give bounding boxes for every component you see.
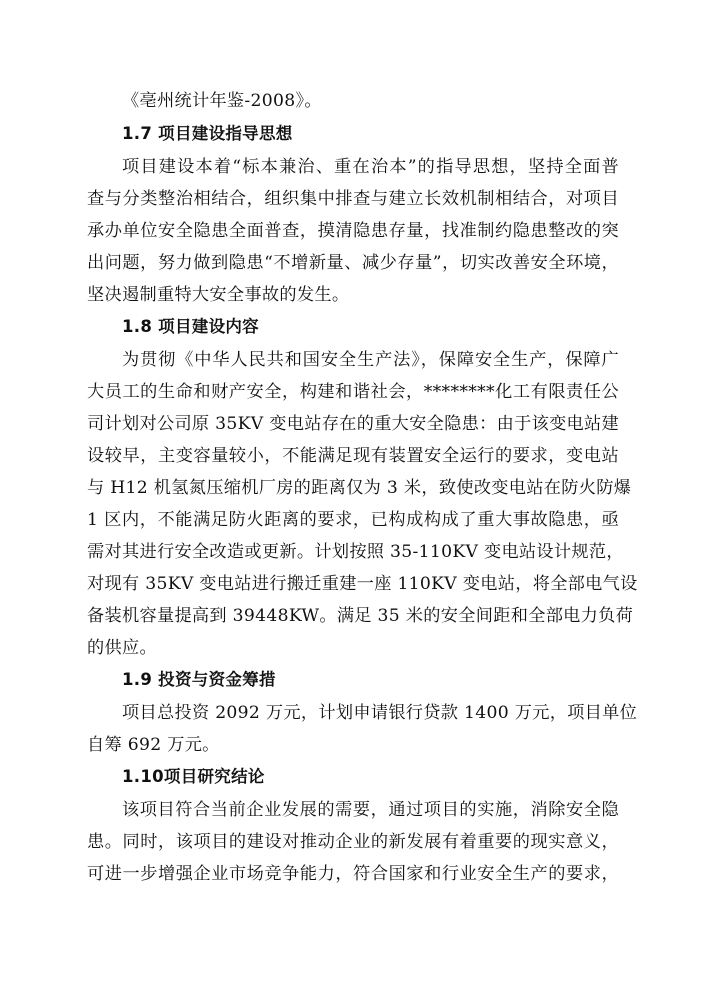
paragraph-line: 司计划对公司原 35KV 变电站存在的重大安全隐患：由于该变电站建: [87, 414, 620, 434]
paragraph-line: 自筹 692 万元。: [87, 735, 220, 755]
paragraph-line: 备装机容量提高到 39448KW。满足 35 米的安全间距和全部电力负荷: [87, 606, 634, 626]
section-heading: 1.10项目研究结论: [122, 767, 265, 786]
section-heading: 1.7 项目建设指导思想: [122, 124, 293, 143]
paragraph-line: 对现有 35KV 变电站进行搬迁重建一座 110KV 变电站，将全部电气设: [87, 574, 638, 594]
section-heading: 1.9 投资与资金筹措: [122, 670, 276, 689]
paragraph-line: 需对其进行安全改造或更新。计划按照 35-110KV 变电站设计规范，: [87, 542, 624, 562]
paragraph-line: 为贯彻《中华人民共和国安全生产法》，保障安全生产，保障广: [122, 350, 619, 370]
paragraph-line: 与 H12 机氢氮压缩机厂房的距离仅为 3 米，致使改变电站在防火防爆: [87, 478, 632, 498]
paragraph-line: 1 区内，不能满足防火距离的要求，已构成构成了重大事故隐患，亟: [87, 510, 619, 530]
paragraph-line: 该项目符合当前企业发展的需要，通过项目的实施，消除安全隐: [122, 800, 619, 820]
paragraph-line: 项目总投资 2092 万元，计划申请银行贷款 1400 万元，项目单位: [122, 703, 638, 723]
section-heading: 1.8 项目建设内容: [122, 317, 259, 336]
intro-line: 《亳州统计年鉴-2008》。: [122, 91, 322, 111]
paragraph-line: 的供应。: [87, 638, 157, 658]
paragraph-line: 可进一步增强企业市场竞争能力，符合国家和行业安全生产的要求，: [87, 864, 619, 884]
paragraph-line: 患。同时，该项目的建设对推动企业的新发展有着重要的现实意义，: [87, 832, 619, 852]
paragraph-line: 项目建设本着“标本兼治、重在治本”的指导思想，坚持全面普: [122, 157, 619, 177]
paragraph-line: 查与分类整治相结合，组织集中排查与建立长效机制相结合，对项目: [87, 189, 619, 209]
paragraph-line: 设较早，主变容量较小，不能满足现有装置安全运行的要求，变电站: [87, 446, 619, 466]
paragraph-line: 大员工的生命和财产安全，构建和谐社会，********化工有限责任公: [87, 382, 619, 402]
paragraph-line: 出问题，努力做到隐患“不增新量、减少存量”，切实改善安全环境，: [87, 253, 619, 273]
paragraph-line: 承办单位安全隐患全面普查，摸清隐患存量，找准制约隐患整改的突: [87, 221, 619, 241]
paragraph-line: 坚决遏制重特大安全事故的发生。: [87, 285, 350, 305]
